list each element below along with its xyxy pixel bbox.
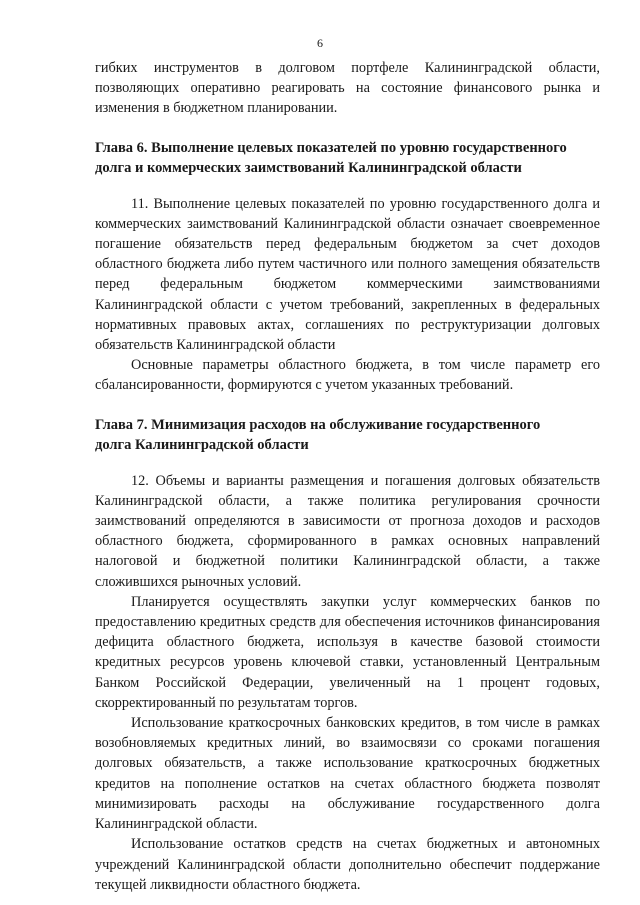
chapter-7-title-line-1: Глава 7. Минимизация расходов на обслуживание государственного — [95, 416, 541, 433]
spacer — [95, 119, 600, 138]
chapter-7-paragraph-bank-loans: Планируется осуществлять закупки услуг коммерческих банков по предоставлению кредитных средств для обеспечения источников финансирования дефицита областного бюджета, используя в качестве базовой стоимости кредитных ресурсов уровень ключевой ставки, установленный Центральным Банком Российской Федерации, увеличенный на 1 процент годовых, скорректированный по результатам торгов. — [95, 593, 600, 711]
spacer — [95, 396, 600, 415]
chapter-6-title-line-2: долга и коммерческих заимствований Калининградской области — [95, 159, 522, 176]
spacer — [95, 455, 600, 471]
chapter-7-paragraph-short-term-credits: Использование краткосрочных банковских кредитов, в том числе в рамках возобновляемых кредитных линий, во взаимосвязи со сроками погашения долговых обязательств, а также использование краткосрочных бюджетных кредитов на пополнение остатков на счетах областного бюджета позволят минимизировать расходы на обслуживание государственного долга Калининградской области. — [95, 715, 600, 833]
chapter-7-title-line-2: долга Калининградской области — [95, 436, 309, 453]
chapter-6-paragraph-11: 11. Выполнение целевых показателей по уровню государственного долга и коммерческих заимствований Калининградской области означает своевременное погашение обязательств перед федеральным бюджетом за счет доходов областного бюджета либо путем частичного или полного замещения обязательств перед федеральным бюджетом коммерческими заимствованиями Калининградской области с учетом требований, закрепленных в федеральных нормативных правовых актах, соглашениях по реструктуризации долговых обязательств Калининградской области — [95, 195, 600, 354]
chapter-7-paragraph-account-balances: Использование остатков средств на счетах бюджетных и автономных учреждений Калининградской области дополнительно обеспечит поддержание текущей ликвидности областного бюджета. — [95, 836, 600, 893]
document-body — [95, 58, 600, 895]
chapter-6-title-line-1: Глава 6. Выполнение целевых показателей по уровню государственного — [95, 139, 567, 156]
chapter-6-paragraph-budget-params: Основные параметры областного бюджета, в том числе параметр его сбалансированности, формируются с учетом указанных требований. — [95, 357, 600, 394]
spacer — [95, 178, 600, 194]
intro-paragraph: гибких инструментов в долговом портфеле Калининградской области, позволяющих оперативно реагировать на состояние финансового рынка и изменения в бюджетном планировании. — [95, 60, 600, 117]
chapter-7-heading — [95, 415, 600, 455]
chapter-6-heading — [95, 138, 600, 178]
page-number: 6 — [317, 36, 323, 50]
chapter-7-paragraph-12: 12. Объемы и варианты размещения и погашения долговых обязательств Калининградской области, а также политика регулирования срочности заимствований определяются в зависимости от прогноза доходов и расходов областного бюджета, сформированного в рамках основных направлений налоговой и бюджетной политики Калининградской области, а также сложившихся рыночных условий. — [95, 472, 600, 590]
